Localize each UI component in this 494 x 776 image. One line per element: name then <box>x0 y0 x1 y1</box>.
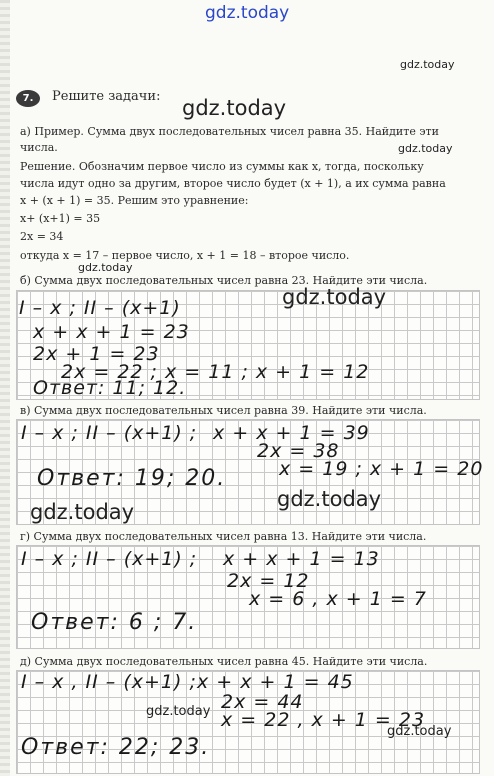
task-title: Решите задачи: <box>52 89 161 104</box>
answer-grid-d <box>16 545 480 649</box>
handwritten-line: x + x + 1 = 45 <box>197 671 354 693</box>
handwritten-line: 2x + 1 = 23 <box>33 343 160 365</box>
page-binding-edge <box>0 0 10 776</box>
answer-grid-b <box>16 290 480 400</box>
handwritten-line: x = 6 , x + 1 = 7 <box>249 588 427 610</box>
watermark: gdz.today <box>182 96 287 120</box>
problem-prompt-b: б) Сумма двух последовательных чисел равна 23. Найдите эти числа. <box>20 274 428 287</box>
handwritten-line: x = 19 ; x + 1 = 20 <box>279 458 484 480</box>
example-line: а) Пример. Сумма двух последовательных чисел равна 35. Найдите эти <box>20 125 439 138</box>
handwritten-line: x = 22 , x + 1 = 23 <box>221 709 426 731</box>
watermark: gdz.today <box>78 261 133 274</box>
handwritten-line: 2x = 22 ; x = 11 ; x + 1 = 12 <box>61 361 370 383</box>
handwritten-line: I – x ; II – (x+1) ; <box>21 422 198 444</box>
example-line: числа. <box>20 141 58 154</box>
problem-prompt-d: г) Сумма двух последовательных чисел равна 13. Найдите эти числа. <box>20 530 427 543</box>
handwritten-line: 2x = 38 <box>257 440 340 462</box>
handwritten-line: x + x + 1 = 13 <box>223 548 380 570</box>
watermark: gdz.today <box>282 285 387 309</box>
watermark: gdz.today <box>30 500 135 524</box>
solution-line: числа идут одно за другим, второе число будет (x + 1), а их сумма равна <box>20 177 446 190</box>
task-number-badge: 7. <box>16 90 40 107</box>
watermark: gdz.today <box>146 704 211 719</box>
handwritten-answer: Ответ: 6 ; 7. <box>31 610 198 635</box>
watermark: gdz.today <box>387 724 452 739</box>
solution-line: Решение. Обозначим первое число из суммы как x, тогда, поскольку <box>20 160 424 173</box>
handwritten-line: I – x ; II – (x+1) ; <box>21 548 198 570</box>
handwritten-line: 2x = 12 <box>227 570 310 592</box>
watermark: gdz.today <box>398 142 453 155</box>
watermark: gdz.today <box>400 58 455 71</box>
watermark: gdz.today <box>277 487 382 511</box>
result-line: откуда x = 17 – первое число, x + 1 = 18 – второе число. <box>20 249 350 262</box>
problem-prompt-e: д) Сумма двух последовательных чисел равна 45. Найдите эти числа. <box>20 655 428 668</box>
handwritten-line: x + x + 1 = 39 <box>213 422 370 444</box>
solution-line: x + (x + 1) = 35. Решим это уравнение: <box>20 194 249 207</box>
handwritten-answer: Ответ: 11; 12. <box>33 377 187 399</box>
handwritten-line: 2x = 44 <box>221 691 304 713</box>
handwritten-answer: Ответ: 19; 20. <box>37 466 227 491</box>
handwritten-line: I – x , II – (x+1) ; <box>21 671 197 693</box>
handwritten-answer: Ответ: 22; 23. <box>21 735 211 760</box>
problem-prompt-c: в) Сумма двух последовательных чисел равна 39. Найдите эти числа. <box>20 404 427 417</box>
handwritten-line: x + x + 1 = 23 <box>33 321 190 343</box>
equation-line: 2x = 34 <box>20 230 64 243</box>
equation-line: x+ (x+1) = 35 <box>20 212 101 225</box>
answer-grid-e <box>16 670 480 774</box>
handwritten-line: I – x ; II – (x+1) <box>19 297 181 319</box>
watermark-top: gdz.today <box>205 3 290 23</box>
